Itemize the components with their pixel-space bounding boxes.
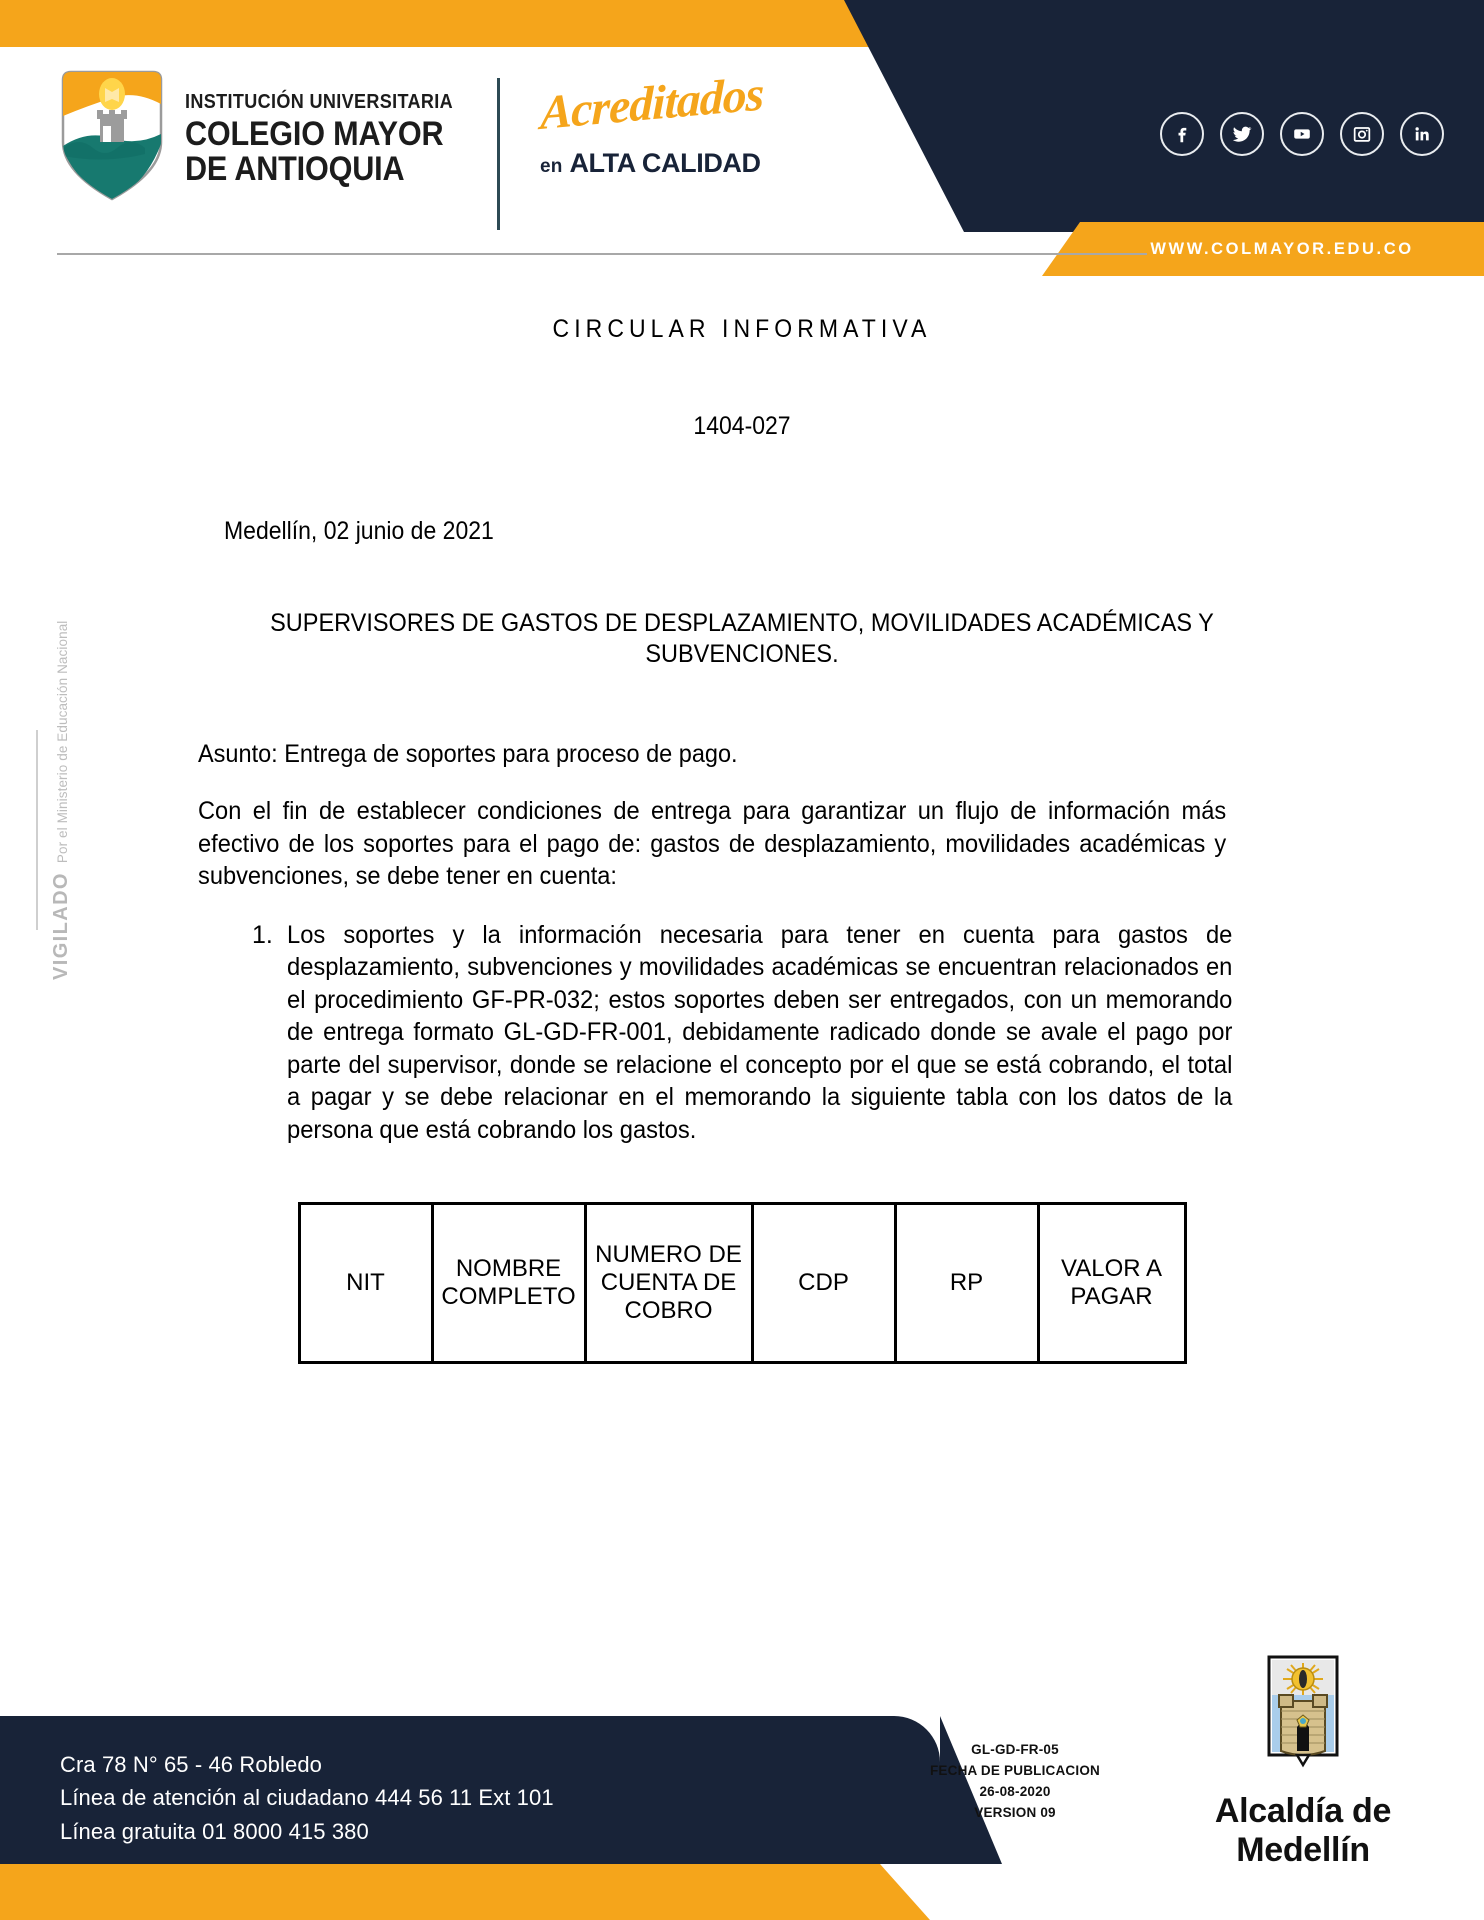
institution-shield-logo bbox=[57, 68, 167, 203]
list-item-text: Los soportes y la información necesaria para tener en cuenta para gastos de desplazamiento, subvenciones y movilidades académicas se encuentran relacionados en el procedimiento GF-PR-032; estos soportes deben ser entregados, con un memorando de entrega formato GL-GD-FR-001, debidamente radicado donde se avale el pago por parte del supervisor, donde se relacione el concepto por el que se está cobrando, el total a pagar y se debe relacionar en el memorando la siguiente tabla con los datos de la persona que está cobrando los gastos. bbox=[286, 920, 1233, 1144]
footer-free-line: Línea gratuita 01 8000 415 380 bbox=[60, 1818, 369, 1844]
list-item bbox=[198, 919, 1286, 1147]
document-body bbox=[0, 290, 1484, 1364]
accreditation-script-text: Acreditados bbox=[539, 67, 764, 141]
payment-data-table bbox=[298, 1202, 1187, 1364]
institution-line-1: INSTITUCIÓN UNIVERSITARIA bbox=[185, 90, 454, 113]
subject-line: Asunto: Entrega de soportes para proceso de pago. bbox=[198, 740, 738, 768]
table-header-nombre-completo: NOMBRE COMPLETO bbox=[432, 1204, 585, 1363]
addressee: SUPERVISORES DE GASTOS DE DESPLAZAMIENTO, MOVILIDADES ACADÉMICAS Y SUBVENCIONES. bbox=[270, 609, 1214, 668]
accreditation-quality: ALTA CALIDAD bbox=[569, 148, 761, 178]
linkedin-icon[interactable] bbox=[1400, 112, 1444, 156]
page-header bbox=[0, 0, 1484, 300]
accreditation-quality-line bbox=[540, 148, 800, 179]
data-table-wrapper bbox=[198, 1202, 1286, 1364]
table-header-cdp: CDP bbox=[752, 1204, 895, 1363]
list-item-number: 1. bbox=[252, 920, 273, 949]
alcaldia-label: Alcaldía de Medellín bbox=[1214, 1792, 1392, 1869]
medellin-coat-of-arms-icon bbox=[1255, 1655, 1351, 1783]
alcaldia-logo bbox=[1144, 1655, 1462, 1870]
social-links[interactable] bbox=[1160, 112, 1444, 156]
table-header-numero-cuenta-cobro: NUMERO DE CUENTA DE COBRO bbox=[585, 1204, 752, 1363]
vigilado-ministry-text: Por el Ministerio de Educación Nacional bbox=[55, 620, 70, 864]
accreditation-en: en bbox=[540, 156, 563, 177]
youtube-icon[interactable] bbox=[1280, 112, 1324, 156]
vigilado-label: VIGILADO bbox=[50, 872, 72, 980]
institution-line-3: DE ANTIOQUIA bbox=[185, 149, 405, 188]
page-title: CIRCULAR INFORMATIVA bbox=[552, 315, 932, 343]
footer-address: Cra 78 N° 65 - 46 Robledo bbox=[60, 1751, 322, 1777]
header-rule bbox=[57, 253, 1147, 255]
numbered-list bbox=[198, 919, 1286, 1147]
page-footer bbox=[0, 1670, 1484, 1920]
footer-citizen-line: Línea de atención al ciudadano 444 56 11 Ext 101 bbox=[60, 1785, 554, 1811]
header-divider bbox=[497, 78, 500, 230]
website-url[interactable]: WWW.COLMAYOR.EDU.CO bbox=[1150, 239, 1414, 258]
city-date: Medellín, 02 junio de 2021 bbox=[224, 517, 494, 545]
instagram-icon[interactable] bbox=[1340, 112, 1384, 156]
footer-orange-bar bbox=[0, 1864, 880, 1920]
table-header-valor-a-pagar: VALOR A PAGAR bbox=[1038, 1204, 1185, 1363]
intro-paragraph: Con el fin de establecer condiciones de entrega para garantizar un flujo de información más efectivo de los soportes para el pago de: gastos de desplazamiento, movilidades académicas y subvenciones, se debe tener en cuenta: bbox=[198, 797, 1227, 890]
institution-line-2: COLEGIO MAYOR bbox=[185, 114, 444, 153]
table-row bbox=[299, 1204, 1185, 1363]
form-version: VERSION 09 bbox=[974, 1805, 1056, 1821]
table-header-rp: RP bbox=[895, 1204, 1038, 1363]
form-publication-label: FECHA DE PUBLICACION bbox=[929, 1763, 1100, 1779]
institution-name bbox=[185, 92, 490, 187]
form-publication-date: 26-08-2020 bbox=[979, 1784, 1051, 1800]
form-code: GL-GD-FR-05 bbox=[971, 1742, 1059, 1758]
form-metadata bbox=[880, 1740, 1150, 1824]
reference-number: 1404-027 bbox=[693, 412, 791, 440]
table-header-nit: NIT bbox=[299, 1204, 432, 1363]
footer-contact-info bbox=[60, 1748, 554, 1848]
facebook-icon[interactable] bbox=[1160, 112, 1204, 156]
twitter-icon[interactable] bbox=[1220, 112, 1264, 156]
accreditation-badge bbox=[539, 67, 800, 179]
